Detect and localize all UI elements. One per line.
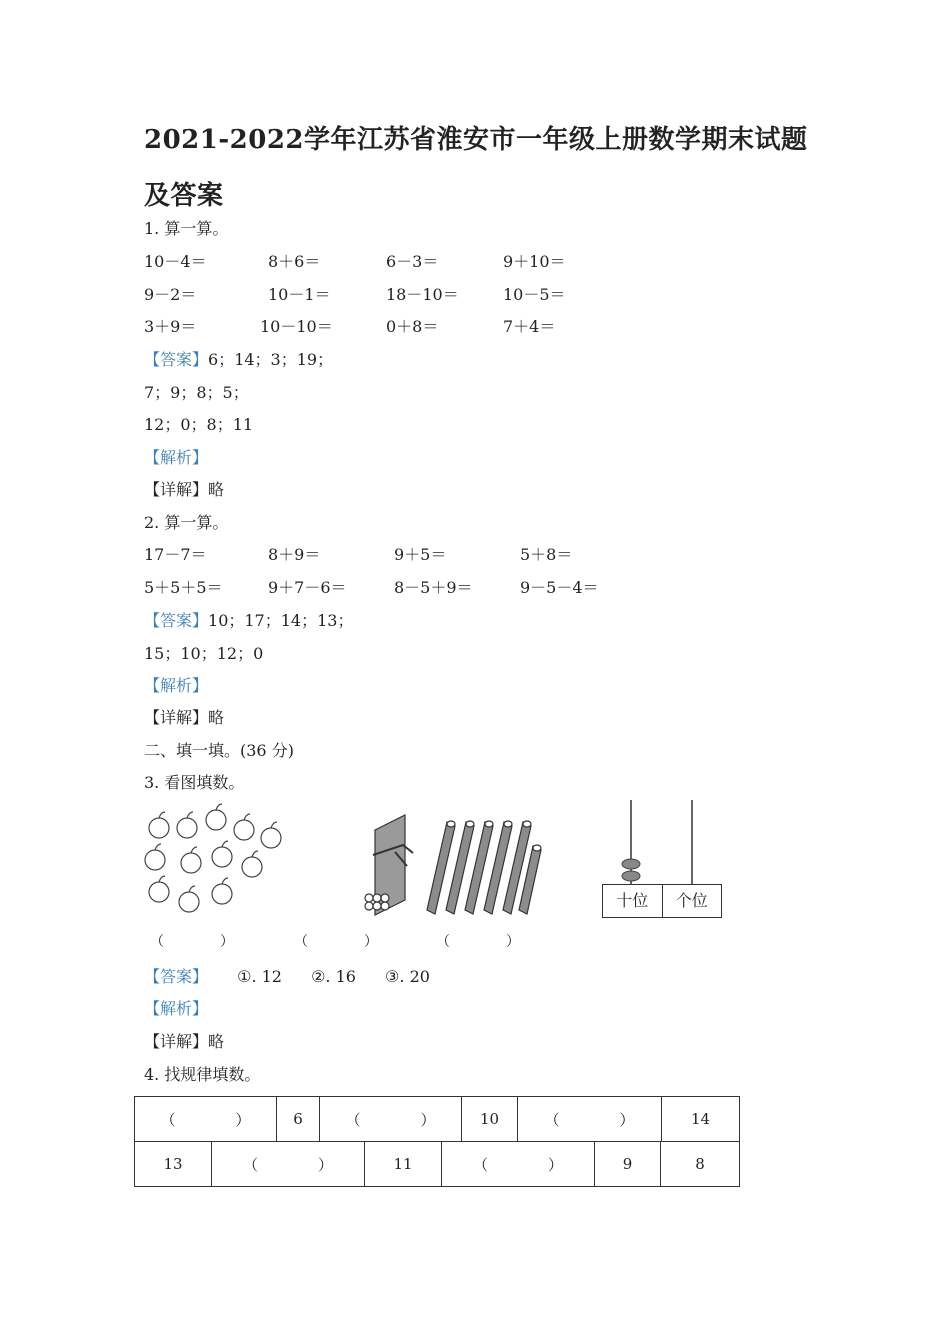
q1-expr: 8＋6＝ <box>268 252 321 271</box>
pattern-table-row1 <box>134 1096 740 1142</box>
answer-blank[interactable]: （ ） <box>150 934 234 950</box>
apple-icon <box>145 844 165 870</box>
q1-expr: 9－2＝ <box>144 285 197 304</box>
detail-text: 【详解】略 <box>144 708 225 727</box>
blank-cell[interactable]: （ ） <box>212 1142 365 1187</box>
answer-tag: 【答案】 <box>144 967 209 986</box>
blank-cell[interactable]: （ ） <box>320 1097 462 1142</box>
number-cell: 6 <box>277 1097 320 1142</box>
number-cell: 10 <box>462 1097 518 1142</box>
answer-text: 6；14；3；19； <box>208 350 334 369</box>
q2-expr: 9－5－4＝ <box>520 578 599 597</box>
q2-expr: 9＋7－6＝ <box>268 578 347 597</box>
abacus-image <box>600 798 722 918</box>
apple-icon <box>177 812 197 838</box>
apples-image <box>140 800 290 920</box>
q1-expr: 6－3＝ <box>386 252 439 271</box>
apple-icon <box>234 814 254 840</box>
apple-icon <box>179 886 199 912</box>
apple-icon <box>149 812 169 838</box>
q1-expr: 10－4＝ <box>144 252 207 271</box>
q1-expr: 9＋10＝ <box>503 252 566 271</box>
answer-tag: 【答案】 <box>144 350 209 369</box>
q2-expr: 17－7＝ <box>144 545 207 564</box>
bead-icon <box>622 871 640 881</box>
q1-expr: 0＋8＝ <box>386 317 439 336</box>
number-cell: 13 <box>135 1142 212 1187</box>
q1-expr: 7＋4＝ <box>503 317 556 336</box>
apple-icon <box>149 876 169 902</box>
analysis-tag: 【解析】 <box>144 999 209 1018</box>
apple-icon <box>242 851 262 877</box>
apple-icon <box>206 804 226 830</box>
number-cell: 9 <box>595 1142 661 1187</box>
answer-text: ③. 20 <box>385 967 430 986</box>
q2-expr: 5＋8＝ <box>520 545 573 564</box>
q3-heading: 3. 看图填数。 <box>144 773 245 792</box>
stick-bundle-icon <box>365 815 413 915</box>
q2-expr: 8－5＋9＝ <box>394 578 473 597</box>
q1-heading: 1. 算一算。 <box>144 219 229 238</box>
q2-expr: 5＋5＋5＝ <box>144 578 223 597</box>
page-title: 2021-2022学年江苏省淮安市一年级上册数学期末试题及答案 <box>144 125 808 211</box>
q1-expr: 3＋9＝ <box>144 317 197 336</box>
q1-expr: 10－5＝ <box>503 285 566 304</box>
number-cell: 14 <box>662 1097 740 1142</box>
apple-icon <box>261 822 281 848</box>
q4-heading: 4. 找规律填数。 <box>144 1065 261 1084</box>
answer-text: ①. 12 <box>237 967 282 986</box>
q1-expr: 10－10＝ <box>260 317 333 336</box>
apple-icon <box>212 878 232 904</box>
answer-blank[interactable]: （ ） <box>294 934 378 950</box>
q1-expr: 18－10＝ <box>386 285 459 304</box>
blank-cell[interactable]: （ ） <box>135 1097 277 1142</box>
sticks-image <box>355 810 545 920</box>
blank-cell[interactable]: （ ） <box>442 1142 595 1187</box>
detail-text: 【详解】略 <box>144 1032 225 1051</box>
number-cell: 8 <box>661 1142 740 1187</box>
pattern-table-row2 <box>134 1141 740 1187</box>
q1-answer <box>144 347 333 370</box>
q1-expr: 10－1＝ <box>268 285 331 304</box>
bead-icon <box>622 859 640 869</box>
answer-text: 15；10；12；0 <box>144 644 264 663</box>
number-cell: 11 <box>365 1142 442 1187</box>
apple-icon <box>212 841 232 867</box>
apple-icon <box>181 847 201 873</box>
blank-cell[interactable]: （ ） <box>518 1097 662 1142</box>
detail-text: 【详解】略 <box>144 480 225 499</box>
q3-answer <box>144 964 430 987</box>
answer-blank[interactable]: （ ） <box>436 934 520 950</box>
ones-label: 个位 <box>675 891 708 910</box>
answer-tag: 【答案】 <box>144 611 209 630</box>
q2-answer <box>144 608 353 631</box>
answer-text: 7；9；8；5； <box>144 383 249 402</box>
answer-text: 12；0；8；11 <box>144 415 254 434</box>
analysis-tag: 【解析】 <box>144 676 209 695</box>
tens-label: 十位 <box>603 885 663 917</box>
analysis-tag: 【解析】 <box>144 448 209 467</box>
answer-text: ②. 16 <box>311 967 356 986</box>
section-heading: 二、填一填。(36 分) <box>144 741 294 760</box>
q2-heading: 2. 算一算。 <box>144 513 229 532</box>
answer-text: 10；17；14；13； <box>208 611 354 630</box>
place-value-table <box>602 884 722 918</box>
q2-expr: 9＋5＝ <box>394 545 447 564</box>
q2-expr: 8＋9＝ <box>268 545 321 564</box>
